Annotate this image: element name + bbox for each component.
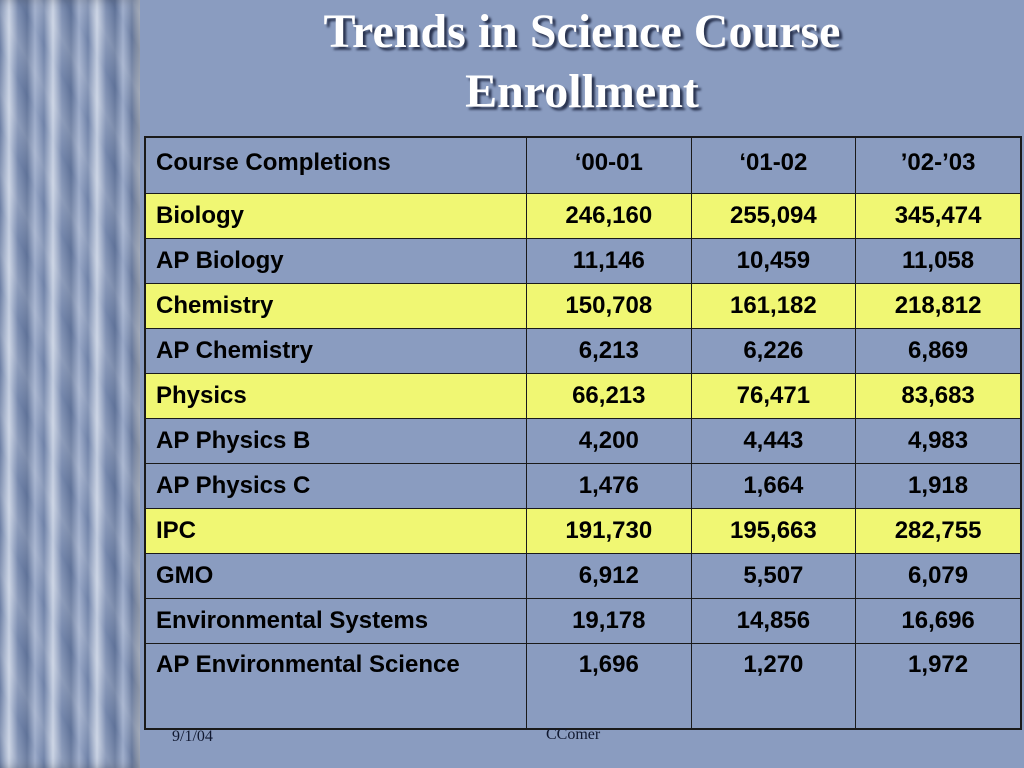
value-cell: 1,664 [691,464,856,509]
value-cell: 195,663 [691,509,856,554]
value-cell: 1,476 [527,464,692,509]
course-name: AP Environmental Science [145,644,527,730]
course-name: AP Chemistry [145,329,527,374]
table-row [145,194,1021,239]
value-cell: 6,079 [856,554,1021,599]
value-cell: 83,683 [856,374,1021,419]
value-cell: 4,983 [856,419,1021,464]
table-row [145,419,1021,464]
value-cell: 66,213 [527,374,692,419]
table-row [145,239,1021,284]
value-cell: 4,200 [527,419,692,464]
value-cell: 282,755 [856,509,1021,554]
value-cell: 1,696 [527,644,692,730]
course-name: Biology [145,194,527,239]
table-header-row [145,137,1021,194]
value-cell: 11,146 [527,239,692,284]
value-cell: 6,213 [527,329,692,374]
value-cell: 6,869 [856,329,1021,374]
value-cell: 218,812 [856,284,1021,329]
value-cell: 6,912 [527,554,692,599]
table-row [145,464,1021,509]
table-row [145,374,1021,419]
value-cell: 19,178 [527,599,692,644]
footer-date: 9/1/04 [172,728,213,745]
decorative-stripe-panel [0,0,140,768]
value-cell: 345,474 [856,194,1021,239]
header-course: Course Completions [145,137,527,194]
course-name: AP Physics C [145,464,527,509]
table-row [145,554,1021,599]
enrollment-table [144,136,1022,730]
value-cell: 10,459 [691,239,856,284]
value-cell: 5,507 [691,554,856,599]
value-cell: 1,270 [691,644,856,730]
footer-author: CComer [546,726,601,743]
table-row [145,599,1021,644]
value-cell: 191,730 [527,509,692,554]
course-name: Physics [145,374,527,419]
header-year-3: ’02-’03 [856,137,1021,194]
value-cell: 6,226 [691,329,856,374]
course-name: GMO [145,554,527,599]
value-cell: 14,856 [691,599,856,644]
table-row [145,329,1021,374]
title-line-1: Trends in Science Course [323,5,841,58]
course-name: Environmental Systems [145,599,527,644]
header-year-2: ‘01-02 [691,137,856,194]
table-row [145,509,1021,554]
header-year-1: ‘00-01 [527,137,692,194]
table-row [145,284,1021,329]
slide-title [140,2,1024,122]
value-cell: 16,696 [856,599,1021,644]
course-name: Chemistry [145,284,527,329]
title-line-2: Enrollment [465,65,699,118]
course-name: AP Biology [145,239,527,284]
value-cell: 150,708 [527,284,692,329]
value-cell: 161,182 [691,284,856,329]
value-cell: 4,443 [691,419,856,464]
value-cell: 11,058 [856,239,1021,284]
value-cell: 1,972 [856,644,1021,730]
value-cell: 1,918 [856,464,1021,509]
course-name: AP Physics B [145,419,527,464]
value-cell: 246,160 [527,194,692,239]
table-row [145,644,1021,730]
value-cell: 255,094 [691,194,856,239]
course-name: IPC [145,509,527,554]
value-cell: 76,471 [691,374,856,419]
